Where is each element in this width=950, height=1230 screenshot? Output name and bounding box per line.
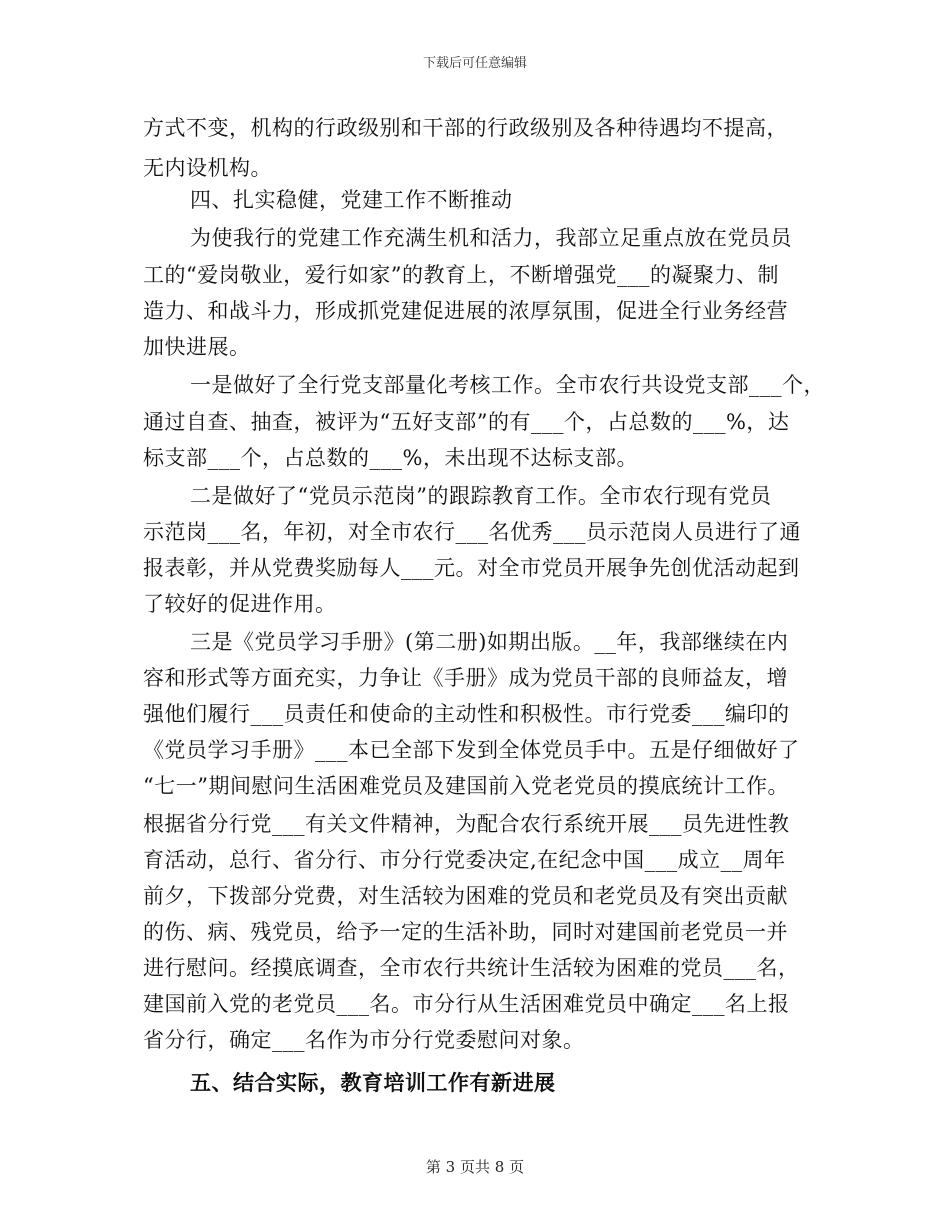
text-line: “七一”期间慰问生活困难党员及建国前入党老党员的摸底统计工作。 <box>143 774 789 798</box>
section-heading: 五、结合实际，教育培训工作有新进展 <box>190 1070 556 1095</box>
text-line: 根据省分行党___有关文件精神，为配合农行系统开展___员先进性教 <box>143 812 790 836</box>
text-line: 三是《党员学习手册》(第二册)如期出版。__年，我部继续在内 <box>190 630 789 654</box>
text-line: 《党员学习手册》___本已全部下发到全体党员手中。五是仔细做好了 <box>143 738 800 762</box>
text-line: 进行慰问。经摸底调查，全市农行共统计生活较为困难的党员___名， <box>143 956 800 980</box>
text-line: 加快进展。 <box>143 335 251 359</box>
text-line: 了较好的促进作用。 <box>143 592 337 616</box>
text-line: 容和形式等方面充实，力争让《手册》成为党员干部的良师益友，增 <box>143 666 788 690</box>
page-header: 下载后可任意编辑 <box>422 56 527 71</box>
text-line: 强他们履行___员责任和使命的主动性和积极性。市行党委___编印的 <box>143 702 790 726</box>
text-line: 工的“爱岗敬业，爱行如家”的教育上，不断增强党___的凝聚力、制 <box>143 263 779 287</box>
text-line: 无内设机构。 <box>143 156 272 180</box>
text-line: 省分行，确定___名作为市分行党委慰问对象。 <box>143 1028 585 1052</box>
text-line: 示范岗___名，年初，对全市农行___名优秀___员示范岗人员进行了通 <box>143 520 801 544</box>
text-line: 方式不变，机构的行政级别和干部的行政级别及各种待遇均不提高， <box>143 116 788 140</box>
text-line: 一是做好了全行党支部量化考核工作。全市农行共设党支部___个， <box>190 373 825 397</box>
text-line: 建国前入党的老党员___名。市分行从生活困难党员中确定___名上报 <box>143 992 790 1016</box>
text-line: 的伤、病、残党员，给予一定的生活补助，同时对建国前老党员一并 <box>143 920 788 944</box>
text-line: 前夕，下拨部分党费，对生活较为困难的党员和老党员及有突出贡献 <box>143 884 788 908</box>
text-line: 通过自查、抽查，被评为“五好支部”的有___个，占总数的___%，达 <box>143 410 790 434</box>
text-line: 标支部___个，占总数的___%，未出现不达标支部。 <box>143 446 638 470</box>
text-line: 为使我行的党建工作充满生机和活力，我部立足重点放在党员员 <box>190 226 792 250</box>
text-line: 育活动，总行、省分行、市分行党委决定,在纪念中国___成立__周年 <box>143 848 786 872</box>
text-line: 造力、和战斗力，形成抓党建促进展的浓厚氛围，促进全行业务经营 <box>143 299 788 323</box>
text-line: 二是做好了“党员示范岗”的跟踪教育工作。全市农行现有党员 <box>190 484 772 508</box>
text-line: 四、扎实稳健，党建工作不断推动 <box>190 188 513 212</box>
page-footer: 第 3 页共 8 页 <box>425 1158 525 1176</box>
text-line: 报表彰，并从党费奖励每人___元。对全市党员开展争先创优活动起到 <box>143 556 800 580</box>
